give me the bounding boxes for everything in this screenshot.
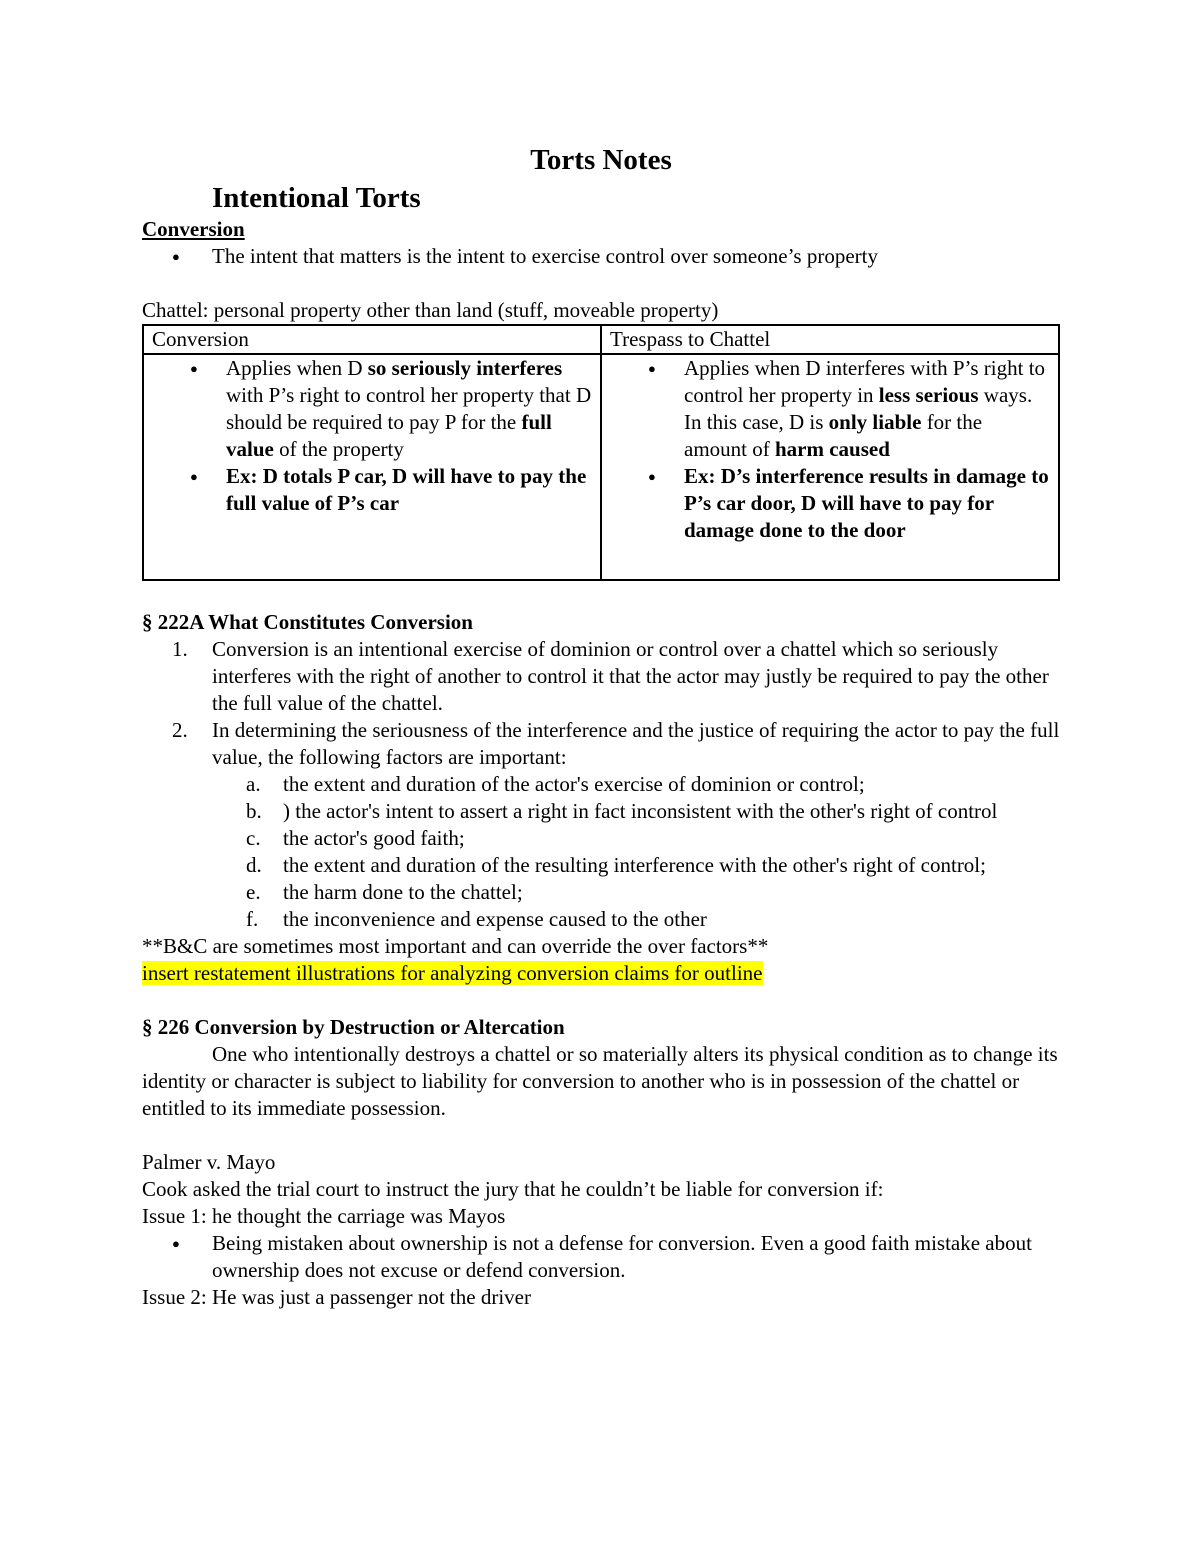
document-page xyxy=(142,142,1060,1311)
conversion-cell xyxy=(143,354,601,580)
factor-item: d. the extent and duration of the resulting interference with the other's right of control; xyxy=(246,853,986,877)
chattel-definition: Chattel: personal property other than land (stuff, moveable property) xyxy=(142,298,719,322)
intent-list xyxy=(142,243,1060,270)
trespass-cell xyxy=(601,354,1059,580)
conversion-bullet-2: ● Ex: D totals P car, D will have to pay the full value of P’s car xyxy=(144,463,600,517)
section-226-text: One who intentionally destroys a chattel or so materially alters its physical condition as to change its identity or character is subject to liability for conversion to another who is in possession of the chattel or entitled to its immediate possession. xyxy=(142,1042,1058,1120)
table-header-conversion: Conversion xyxy=(143,325,601,354)
issue-2: Issue 2: He was just a passenger not the driver xyxy=(142,1285,531,1309)
factor-item: e. the harm done to the chattel; xyxy=(246,880,523,904)
list-item: 1. Conversion is an intentional exercise of dominion or control over a chattel which so seriously interferes with the right of another to control it that the actor may justly be required to pay the other the full value of the chattel. xyxy=(172,637,1049,715)
issue-1-bullet: ● Being mistaken about ownership is not a defense for conversion. Even a good faith mistake about ownership does not excuse or defend conversion. xyxy=(142,1230,1060,1284)
issue-1-list xyxy=(142,1230,1060,1284)
factors-note: **B&C are sometimes most important and can override the over factors** xyxy=(142,934,769,958)
factor-item: c. the actor's good faith; xyxy=(246,826,465,850)
list-item: 2. In determining the seriousness of the interference and the justice of requiring the actor to pay the full value, the following factors are important: a. the extent and duration of the actor's exercise of dominion or control; b. ) the actor's intent to assert a right in fact inconsistent with the other's right of control c. the actor's good faith; d. the extent and duration of the resulting interference with the other's right of control; e. the harm done to the chattel; f. the inconvenience and expense caused to the other xyxy=(142,717,1060,933)
case-name: Palmer v. Mayo xyxy=(142,1150,276,1174)
trespass-bullet-1: ● Applies when D interferes with P’s right to control her property in less serious ways. In this case, D is only liable for the amount of harm caused xyxy=(602,355,1058,463)
factor-item: a. the extent and duration of the actor's exercise of dominion or control; xyxy=(246,772,865,796)
comparison-table xyxy=(142,324,1060,581)
factor-item: b. ) the actor's intent to assert a right in fact inconsistent with the other's right of control xyxy=(246,799,998,823)
trespass-bullet-2: ● Ex: D’s interference results in damage to P’s car door, D will have to pay for damage done to the door xyxy=(602,463,1058,544)
conversion-bullet-1: ● Applies when D so seriously interferes with P’s right to control her property that D should be required to pay P for the full value of the property xyxy=(144,355,600,463)
case-intro: Cook asked the trial court to instruct the jury that he couldn’t be liable for conversion if: xyxy=(142,1177,884,1201)
conversion-heading: Conversion xyxy=(142,217,245,241)
table-header-trespass: Trespass to Chattel xyxy=(601,325,1059,354)
highlighted-todo: insert restatement illustrations for analyzing conversion claims for outline xyxy=(142,961,763,985)
intent-bullet: ● The intent that matters is the intent to exercise control over someone’s property xyxy=(142,243,1060,270)
section-226-heading: § 226 Conversion by Destruction or Altercation xyxy=(142,1015,565,1039)
factor-item: f. the inconvenience and expense caused to the other xyxy=(246,907,707,931)
section-222a-list xyxy=(142,636,1060,933)
issue-1: Issue 1: he thought the carriage was Mayos xyxy=(142,1204,506,1228)
section-title: Intentional Torts xyxy=(212,182,421,214)
factor-list xyxy=(212,771,1060,933)
page-title: Torts Notes xyxy=(530,144,672,176)
section-222a-heading: § 222A What Constitutes Conversion xyxy=(142,610,473,634)
